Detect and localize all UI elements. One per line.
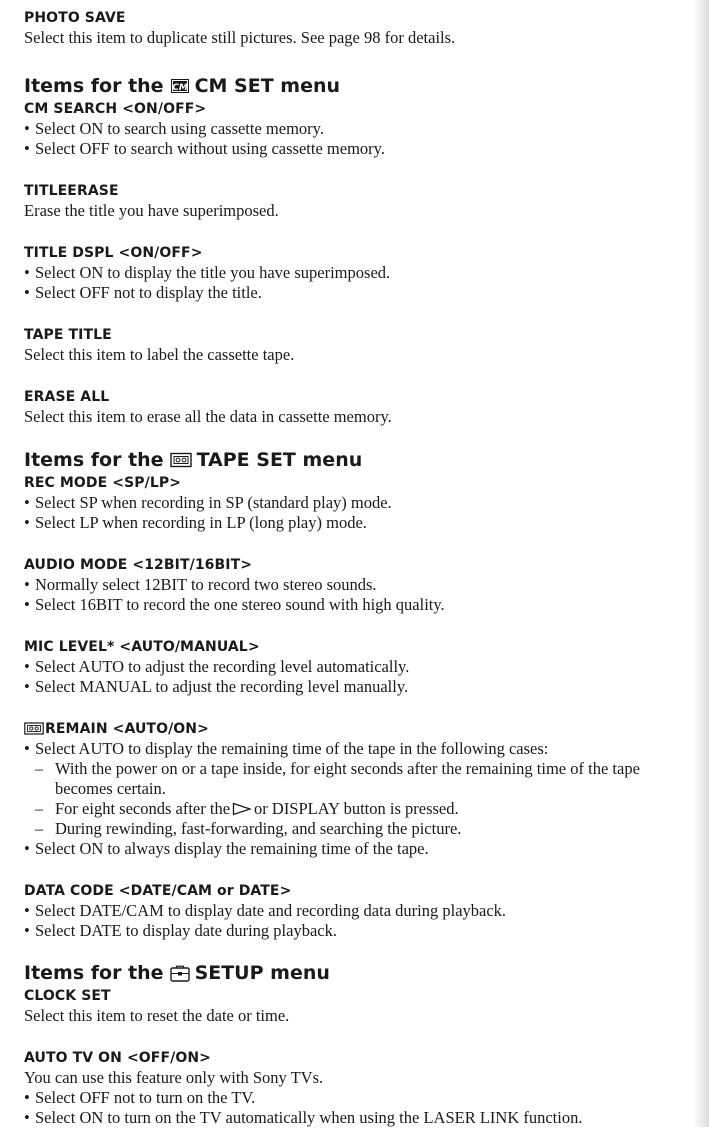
list-item: • Select OFF not to display the title.: [24, 283, 262, 302]
data-code-heading: DATA CODE <DATE/CAM or DATE>: [24, 883, 292, 899]
page-edge-shadow: [693, 0, 709, 1127]
photo-save-block: [24, 8, 692, 48]
clock-set-text: Select this item to reset the date or time.: [24, 1006, 290, 1025]
auto-tv-on-text: You can use this feature only with Sony TVs.: [24, 1068, 324, 1087]
sub-list-item: – For eight seconds after the or DISPLAY button is pressed.: [35, 799, 459, 818]
list-item: • Select SP when recording in SP (standard play) mode.: [24, 493, 392, 512]
list-item: • Select DATE to display date during playback.: [24, 921, 337, 940]
setup-toolbox-icon: [170, 965, 190, 982]
tape-cassette-icon: [24, 722, 44, 735]
mic-level-block: [24, 637, 692, 697]
sub-list-item: – During rewinding, fast-forwarding, and searching the picture.: [35, 819, 462, 838]
auto-tv-on-block: [24, 1048, 692, 1128]
list-item: • Select DATE/CAM to display date and recording data during playback.: [24, 901, 507, 920]
erase-all-heading: ERASE ALL: [24, 389, 110, 405]
svg-text:CM: CM: [171, 83, 188, 93]
setup-title-suffix: SETUP menu: [194, 962, 330, 984]
cm-set-title-prefix: Items for the: [24, 75, 164, 97]
list-item: • Select ON to turn on the TV automatically when using the LASER LINK function.: [24, 1108, 583, 1127]
title-erase-text: Erase the title you have superimposed.: [24, 201, 279, 220]
title-dspl-heading: TITLE DSPL <ON/OFF>: [24, 245, 203, 261]
play-triangle-icon: [232, 802, 252, 816]
list-item: • Select MANUAL to adjust the recording level manually.: [24, 677, 409, 696]
list-item: • Select AUTO to display the remaining time of the tape in the following cases:: [24, 739, 549, 758]
list-item: • Select AUTO to adjust the recording level automatically.: [24, 657, 410, 676]
setup-section-title: [24, 961, 692, 985]
remain-heading: [24, 719, 692, 739]
title-erase-heading: TITLEERASE: [24, 183, 119, 199]
title-dspl-block: [24, 243, 692, 303]
auto-tv-on-heading: AUTO TV ON <OFF/ON>: [24, 1050, 211, 1066]
cm-search-heading: CM SEARCH <ON/OFF>: [24, 101, 207, 117]
audio-mode-block: [24, 555, 692, 615]
mic-level-heading: MIC LEVEL* <AUTO/MANUAL>: [24, 639, 260, 655]
manual-page: [24, 8, 692, 1128]
list-item: • Select 16BIT to record the one stereo sound with high quality.: [24, 595, 445, 614]
remain-block: [24, 719, 692, 859]
cm-set-section-title: [24, 74, 692, 98]
clock-set-heading: CLOCK SET: [24, 988, 111, 1004]
list-item: • Select OFF to search without using cassette memory.: [24, 139, 385, 158]
list-item: • Normally select 12BIT to record two stereo sounds.: [24, 575, 377, 594]
remain-heading-text: REMAIN <AUTO/ON>: [45, 721, 209, 737]
sub-list-item: – With the power on or a tape inside, for eight seconds after the remaining time of the tape becomes certain.: [35, 759, 640, 798]
rec-mode-heading: REC MODE <SP/LP>: [24, 475, 182, 491]
list-item: • Select ON to always display the remaining time of the tape.: [24, 839, 429, 858]
list-item: • Select ON to display the title you have superimposed.: [24, 263, 391, 282]
setup-title-prefix: Items for the: [24, 962, 164, 984]
list-item: • Select ON to search using cassette memory.: [24, 119, 324, 138]
tape-title-block: [24, 325, 692, 365]
tape-cassette-icon: [170, 452, 192, 468]
tape-title-text: Select this item to label the cassette tape.: [24, 345, 295, 364]
audio-mode-heading: AUDIO MODE <12BIT/16BIT>: [24, 557, 253, 573]
tape-title-heading: TAPE TITLE: [24, 327, 112, 343]
clock-set-block: [24, 986, 692, 1026]
tape-set-title-prefix: Items for the: [24, 449, 164, 471]
title-erase-block: [24, 181, 692, 221]
tape-set-title-suffix: TAPE SET menu: [196, 449, 363, 471]
cassette-memory-icon: [170, 78, 190, 94]
erase-all-text: Select this item to erase all the data in cassette memory.: [24, 407, 392, 426]
tape-set-section-title: [24, 448, 692, 472]
photo-save-text: Select this item to duplicate still pictures. See page 98 for details.: [24, 28, 456, 47]
data-code-block: [24, 881, 692, 941]
photo-save-heading: PHOTO SAVE: [24, 10, 126, 26]
cm-set-title-suffix: CM SET menu: [194, 75, 341, 97]
rec-mode-block: [24, 473, 692, 533]
cm-search-block: [24, 99, 692, 159]
list-item: • Select LP when recording in LP (long play) mode.: [24, 513, 367, 532]
erase-all-block: [24, 387, 692, 427]
list-item: • Select OFF not to turn on the TV.: [24, 1088, 256, 1107]
